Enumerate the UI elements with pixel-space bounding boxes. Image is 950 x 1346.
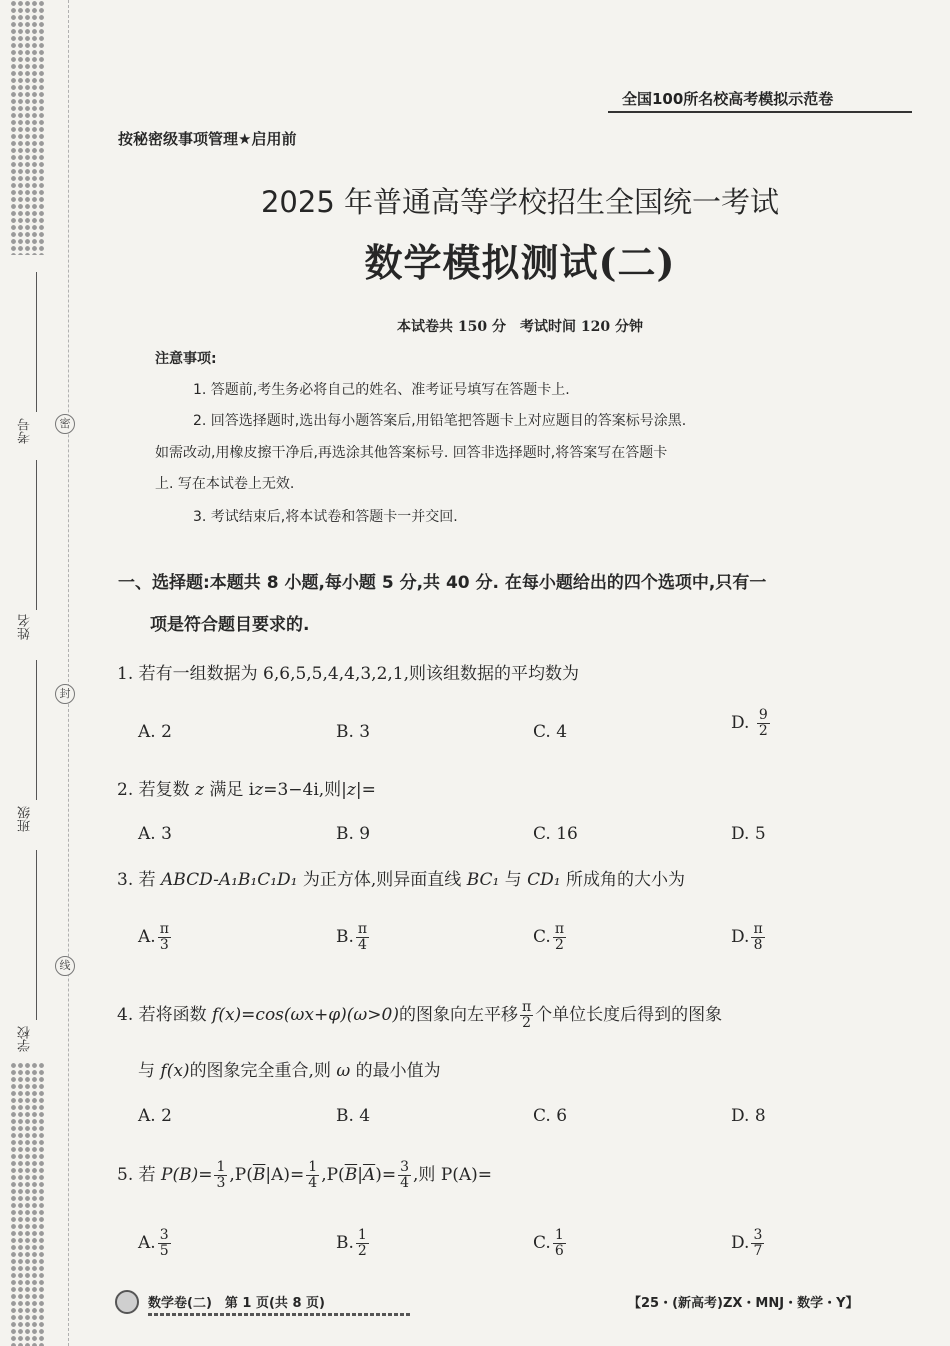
q1-d-num: 9 [758, 707, 768, 723]
q5-c-fraction [553, 1228, 566, 1259]
seal-feng: 封 [55, 684, 75, 704]
q5-b-fraction [356, 1228, 369, 1259]
q5-d-label: D. [731, 1233, 750, 1253]
question-4-stem-line2 [138, 1059, 441, 1083]
note-2: 2. 回答选择题时,选出每小题答案后,用铅笔把答题卡上对应题目的答案标号涂黑. [193, 413, 687, 429]
q5-b-den: 2 [357, 1243, 367, 1259]
q5-d-num: 3 [753, 1227, 763, 1243]
q3-and: 与 [499, 870, 528, 890]
q4-function: f(x)=cos(ωx+φ)(ω>0) [212, 1005, 399, 1025]
question-2-stem [117, 778, 376, 802]
q3-option-b [336, 922, 371, 953]
q1-option-c: C. 4 [533, 722, 568, 742]
q3-a-den: 3 [159, 937, 169, 953]
q5-d-fraction [751, 1228, 764, 1259]
q3-d-fraction [751, 922, 764, 953]
note-2-cont: 如需改动,用橡皮擦干净后,再选涂其他答案标号. 回答非选择题时,将答案写在答题卡 [155, 445, 668, 461]
q2-z3: z [346, 780, 356, 800]
q3-d-num: π [753, 921, 763, 937]
seal-mi: 密 [55, 414, 75, 434]
q5-p3: ,P( [321, 1165, 345, 1185]
paper-title: 数学模拟测试(二) [364, 240, 676, 285]
q3-b-num: π [357, 921, 368, 937]
q3-b-label: B. [336, 927, 354, 947]
section-heading [118, 572, 918, 636]
q5-frac2 [306, 1160, 319, 1191]
q3-d-label: D. [731, 927, 750, 947]
q5-option-c [533, 1228, 568, 1259]
q5-a3: $\overline{A}$ [362, 1165, 376, 1185]
confidential-mark: 按秘密级事项管理★启用前 [118, 130, 297, 148]
q5-pre: 5. 若 [117, 1165, 162, 1185]
q4-option-b: B. 4 [336, 1106, 371, 1126]
q3-b-fraction [356, 922, 369, 953]
q1-option-a: A. 2 [138, 722, 172, 742]
school-label: 学校 [18, 1026, 33, 1052]
q4-l2-end: 的最小值为 [350, 1061, 441, 1081]
note-1: 1. 答题前,考生务必将自己的姓名、准考证号填写在答题卡上. [193, 382, 570, 398]
q3-line2: CD₁ [527, 870, 561, 890]
q5-end: ,则 P(A)= [413, 1165, 493, 1185]
q5-d1: 3 [216, 1175, 226, 1191]
q5-b-num: 1 [357, 1227, 367, 1243]
q5-n1: 1 [216, 1159, 226, 1175]
q5-p3b: )= [375, 1165, 397, 1185]
q1-option-d [731, 708, 772, 739]
exam-no-rule [36, 272, 37, 412]
class-rule [36, 660, 37, 800]
q5-c-num: 1 [554, 1227, 564, 1243]
q2-z: z [195, 780, 204, 800]
q4-l2-function: f(x) [160, 1061, 190, 1081]
footer-page-info: 数学卷(二) 第 1 页(共 8 页) [148, 1296, 325, 1311]
q2-option-a: A. 3 [138, 824, 172, 844]
q1-d-den: 2 [758, 723, 768, 739]
q5-d2: 4 [308, 1175, 318, 1191]
q5-a-num: 3 [159, 1227, 169, 1243]
q3-mid: 为正方体,则异面直线 [297, 870, 467, 890]
footer-wave-underline [148, 1313, 410, 1316]
q5-p3m: | [357, 1165, 363, 1185]
q2-option-c: C. 16 [533, 824, 578, 844]
q4-den: 2 [522, 1015, 532, 1031]
q5-c-label: C. [533, 1233, 551, 1253]
q2-option-b: B. 9 [336, 824, 371, 844]
q1-d-fraction [757, 708, 770, 739]
q3-c-label: C. [533, 927, 551, 947]
q2-pre: 2. 若复数 [117, 780, 196, 800]
q4-num: π [521, 999, 532, 1015]
q5-frac3 [398, 1160, 411, 1191]
note-3: 3. 考试结束后,将本试卷和答题卡一并交回. [193, 509, 458, 525]
question-1-stem: 1. 若有一组数据为 6,6,5,5,4,4,3,2,1,则该组数据的平均数为 [117, 664, 580, 684]
q5-p2: ,P( [229, 1165, 253, 1185]
binding-dots-bottom [10, 1062, 46, 1346]
q3-a-fraction [158, 922, 171, 953]
q5-n2: 1 [308, 1159, 318, 1175]
q1-option-b: B. 3 [336, 722, 371, 742]
q4-l2-mid: 的图象完全重合,则 [189, 1061, 337, 1081]
question-3-stem [117, 868, 685, 892]
q4-option-d: D. 8 [731, 1106, 766, 1126]
q4-end: 个单位长度后得到的图象 [535, 1005, 723, 1025]
q2-mid: 满足 i [204, 780, 255, 800]
footer-code: 【25・(新高考)ZX・MNJ・数学・Y】 [628, 1296, 859, 1311]
class-label: 班级 [18, 806, 33, 832]
q3-option-a [138, 922, 173, 953]
question-4-stem [117, 1000, 722, 1031]
q5-d3: 4 [400, 1175, 410, 1191]
exam-title: 2025 年普通高等学校招生全国统一考试 [260, 185, 780, 219]
q5-b2: $\overline{B}$ [252, 1165, 266, 1185]
q3-a-num: π [159, 921, 169, 937]
q3-option-c [533, 922, 568, 953]
section-line-2: 项是符合题目要求的. [150, 615, 310, 635]
q1-d-label: D. [731, 713, 750, 733]
q5-a-den: 5 [159, 1243, 169, 1259]
q5-option-d [731, 1228, 766, 1259]
q5-a-fraction [158, 1228, 171, 1259]
section-line-1: 一、选择题:本题共 8 小题,每小题 5 分,共 40 分. 在每小题给出的四个选项中,只有一 [118, 573, 767, 593]
q2-option-d: D. 5 [731, 824, 766, 844]
q3-end: 所成角的大小为 [560, 870, 686, 890]
q3-option-d [731, 922, 767, 953]
q3-d-den: 8 [753, 937, 763, 953]
q2-eq: =3−4i,则| [263, 780, 347, 800]
q3-c-num: π [554, 921, 565, 937]
series-title: 全国100所名校高考模拟示范卷 [622, 90, 834, 108]
school-rule [36, 850, 37, 1020]
exam-meta: 本试卷共 150 分 考试时间 120 分钟 [397, 319, 643, 335]
series-underline [608, 111, 912, 113]
q5-frac1 [214, 1160, 227, 1191]
q3-line1: BC₁ [466, 870, 500, 890]
notes-heading: 注意事项: [155, 351, 217, 367]
q5-p1: P(B)= [161, 1165, 213, 1185]
seal-xian: 线 [55, 956, 75, 976]
q3-pre: 3. 若 [117, 870, 162, 890]
q3-c-den: 2 [554, 937, 564, 953]
q4-option-a: A. 2 [138, 1106, 172, 1126]
q5-c-den: 6 [554, 1243, 564, 1259]
question-5-stem [117, 1160, 492, 1191]
q3-c-fraction [553, 922, 566, 953]
q5-b3: $\overline{B}$ [344, 1165, 358, 1185]
q4-mid: 的图象向左平移 [398, 1005, 518, 1025]
q5-n3: 3 [400, 1159, 410, 1175]
q5-b-label: B. [336, 1233, 354, 1253]
q5-option-b [336, 1228, 371, 1259]
q4-pre: 4. 若将函数 [117, 1005, 213, 1025]
q4-l2-pre: 与 [138, 1061, 161, 1081]
note-2-end: 上. 写在本试卷上无效. [155, 476, 295, 492]
name-label: 姓名 [18, 614, 33, 640]
q3-cube: ABCD-A₁B₁C₁D₁ [161, 870, 298, 890]
q2-z2: z [254, 780, 264, 800]
q5-d-den: 7 [753, 1243, 763, 1259]
q4-fraction [520, 1000, 533, 1031]
q4-option-c: C. 6 [533, 1106, 568, 1126]
name-rule [36, 460, 37, 610]
q3-b-den: 4 [358, 937, 367, 953]
q5-option-a [138, 1228, 173, 1259]
q4-l2-omega: ω [336, 1061, 351, 1081]
q5-p2b: |A)= [265, 1165, 305, 1185]
q5-a-label: A. [138, 1233, 156, 1253]
q2-end: |= [355, 780, 376, 800]
q3-a-label: A. [138, 927, 156, 947]
exam-no-label: 考号 [18, 418, 33, 444]
footer-circle-icon [115, 1290, 139, 1314]
